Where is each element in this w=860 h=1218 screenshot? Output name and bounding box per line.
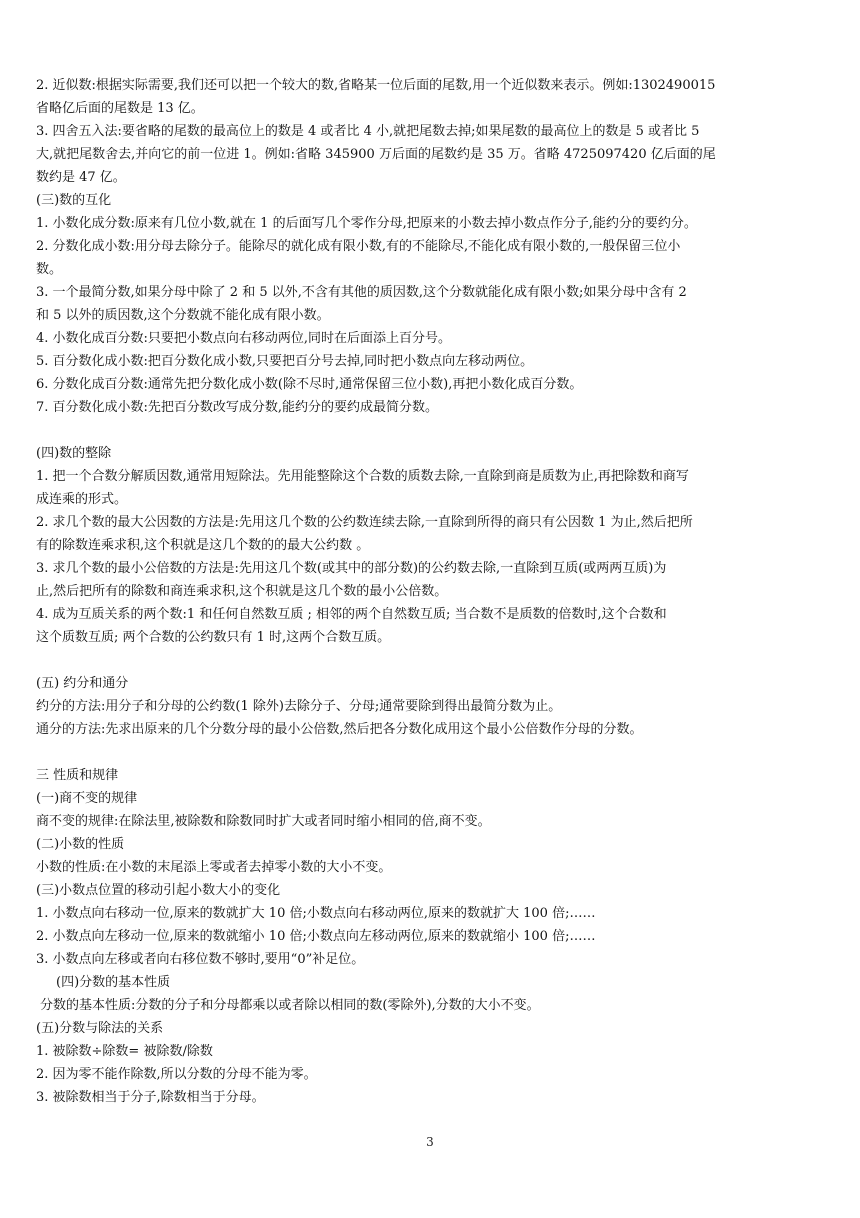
section-heading: (五)分数与除法的关系 [36,1021,164,1036]
text-line: 5. 百分数化成小数:把百分数化成小数,只要把百分号去掉,同时把小数点向左移动两位。 [36,354,534,369]
text-line: 2. 小数点向左移动一位,原来的数就缩小 10 倍;小数点向左移动两位,原来的数就缩小 100 倍;…… [36,929,596,944]
text-line: 4. 成为互质关系的两个数:1 和任何自然数互质 ; 相邻的两个自然数互质; 当合数不是质数的倍数时,这个合数和 [36,607,667,622]
text-line: 1. 把一个合数分解质因数,通常用短除法。先用能整除这个合数的质数去除,一直除到商是质数为止,再把除数和商写 [36,469,689,484]
text-line: 3. 求几个数的最小公倍数的方法是:先用这几个数(或其中的部分数)的公约数去除,一直除到互质(或两两互质)为 [36,561,667,576]
text-line: 3. 一个最简分数,如果分母中除了 2 和 5 以外,不含有其他的质因数,这个分数就能化成有限小数;如果分母中含有 2 [36,285,687,300]
text-line: 和 5 以外的质因数,这个分数就不能化成有限小数。 [36,308,330,323]
section-heading: (四)数的整除 [36,446,112,461]
text-line: 数约是 47 亿。 [36,170,126,185]
text-line: 约分的方法:用分子和分母的公约数(1 除外)去除分子、分母;通常要除到得出最简分数为止。 [36,699,562,714]
section-heading: (四)分数的基本性质 [56,975,171,990]
section-heading: (五) 约分和通分 [36,676,129,691]
text-line: 2. 求几个数的最大公因数的方法是:先用这几个数的公约数连续去除,一直除到所得的商只有公因数 1 为止,然后把所 [36,515,693,530]
section-heading: (三)数的互化 [36,193,112,208]
blank-line [36,741,840,764]
text-line: 2. 因为零不能作除数,所以分数的分母不能为零。 [36,1067,317,1082]
page-number: 3 [426,1135,434,1149]
text-line: 7. 百分数化成小数:先把百分数改写成分数,能约分的要约成最简分数。 [36,400,439,415]
text-line: 1. 小数点向右移动一位,原来的数就扩大 10 倍;小数点向右移动两位,原来的数就扩大 100 倍;…… [36,906,596,921]
text-line: 3. 小数点向左移或者向右移位数不够时,要用“0”补足位。 [36,952,365,967]
text-line: 通分的方法:先求出原来的几个分数分母的最小公倍数,然后把各分数化成用这个最小公倍数作分母的分数。 [36,722,643,737]
text-line: 这个质数互质; 两个合数的公约数只有 1 时,这两个合数互质。 [36,630,391,645]
text-line: 2. 分数化成小数:用分母去除分子。能除尽的就化成有限小数,有的不能除尽,不能化成有限小数的,一般保留三位小 [36,239,681,254]
text-line: 3. 被除数相当于分子,除数相当于分母。 [36,1090,265,1105]
text-line: 有的除数连乘求积,这个积就是这几个数的的最大公约数 。 [36,538,370,553]
text-line: 3. 四舍五入法:要省略的尾数的最高位上的数是 4 或者比 4 小,就把尾数去掉;如果尾数的最高位上的数是 5 或者比 5 [36,124,700,139]
text-line: 止,然后把所有的除数和商连乘求积,这个积就是这几个数的最小公倍数。 [36,584,448,599]
text-line: 分数的基本性质:分数的分子和分母都乘以或者除以相同的数(零除外),分数的大小不变。 [40,998,540,1013]
text-line: 省略亿后面的尾数是 13 亿。 [36,101,204,116]
blank-line [36,419,840,442]
text-line: 成连乘的形式。 [36,492,128,507]
chapter-heading: 三 性质和规律 [36,768,119,783]
text-line: 1. 小数化成分数:原来有几位小数,就在 1 的后面写几个零作分母,把原来的小数去掉小数点作分子,能约分的要约分。 [36,216,697,231]
text-line: 商不变的规律:在除法里,被除数和除数同时扩大或者同时缩小相同的倍,商不变。 [36,814,491,829]
text-line: 小数的性质:在小数的末尾添上零或者去掉零小数的大小不变。 [36,860,392,875]
text-line: 2. 近似数:根据实际需要,我们还可以把一个较大的数,省略某一位后面的尾数,用一个近似数来表示。例如:1302490015 [36,78,716,93]
text-line: 4. 小数化成百分数:只要把小数点向右移动两位,同时在后面添上百分号。 [36,331,452,346]
section-heading: (三)小数点位置的移动引起小数大小的变化 [36,883,281,898]
text-line: 数。 [36,262,63,277]
text-line: 1. 被除数÷除数= 被除数/除数 [36,1044,213,1059]
section-heading: (一)商不变的规律 [36,791,138,806]
section-heading: (二)小数的性质 [36,837,125,852]
text-line: 6. 分数化成百分数:通常先把分数化成小数(除不尽时,通常保留三位小数),再把小数化成百分数。 [36,377,583,392]
page-content [36,74,840,1109]
blank-line [36,649,840,672]
text-line: 大,就把尾数舍去,并向它的前一位进 1。例如:省略 345900 万后面的尾数约是 35 万。省略 4725097420 亿后面的尾 [36,147,716,162]
